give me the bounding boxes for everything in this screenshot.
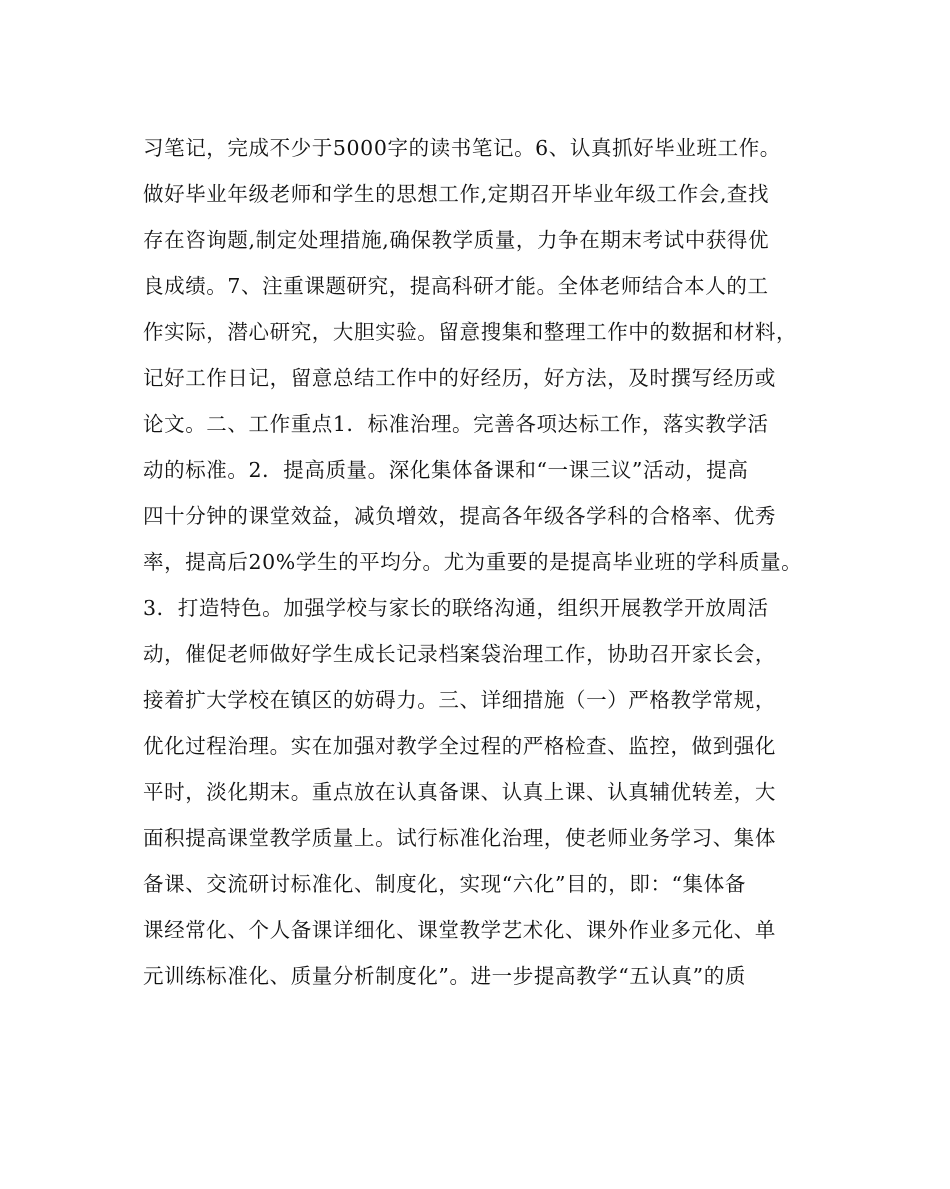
text-line: 记好工作日记，留意总结工作中的好经历，好方法，及时撰写经历或: [143, 366, 776, 390]
text-line: 接着扩大学校在镇区的妨碍力。三、详细措施（一）严格教学常规，: [143, 688, 776, 712]
text-line: 备课、交流研讨标准化、制度化，实现“六化”目的，即：“集体备: [143, 872, 746, 896]
text-line: 习笔记，完成不少于5000字的读书笔记。6、认真抓好毕业班工作。: [143, 136, 781, 160]
text-line: 平时，淡化期末。重点放在认真备课、认真上课、认真辅优转差，大: [143, 780, 776, 804]
text-line: 动，催促老师做好学生成长记录档案袋治理工作，协助召开家长会，: [143, 642, 776, 666]
text-line: 存在咨询题,制定处理措施,确保教学质量，力争在期末考试中获得优: [143, 228, 770, 252]
text-line: 率，提高后20%学生的平均分。尤为重要的是提高毕业班的学科质量。: [143, 550, 803, 574]
text-line: 课经常化、个人备课详细化、课堂教学艺术化、课外作业多元化、单: [143, 918, 776, 942]
text-line: 元训练标准化、质量分析制度化”。进一步提高教学“五认真”的质: [143, 964, 746, 988]
text-line: 3．打造特色。加强学校与家长的联络沟通，组织开展教学开放周活: [143, 596, 769, 620]
text-line: 优化过程治理。实在加强对教学全过程的严格检查、监控，做到强化: [143, 734, 776, 758]
body-text: [143, 125, 823, 999]
text-line: 作实际，潜心研究，大胆实验。留意搜集和整理工作中的数据和材料，: [143, 320, 798, 344]
text-line: 四十分钟的课堂效益，减负增效，提高各年级各学科的合格率、优秀: [143, 504, 776, 528]
text-line: 面积提高课堂教学质量上。试行标准化治理，使老师业务学习、集体: [143, 826, 776, 850]
text-line: 论文。二、工作重点1．标准治理。完善各项达标工作，落实教学活: [143, 412, 769, 436]
text-line: 做好毕业年级老师和学生的思想工作,定期召开毕业年级工作会,查找: [143, 182, 770, 206]
text-line: 动的标准。2．提高质量。深化集体备课和“一课三议”活动，提高: [143, 458, 749, 482]
text-line: 良成绩。7、注重课题研究，提高科研才能。全体老师结合本人的工: [143, 274, 769, 298]
